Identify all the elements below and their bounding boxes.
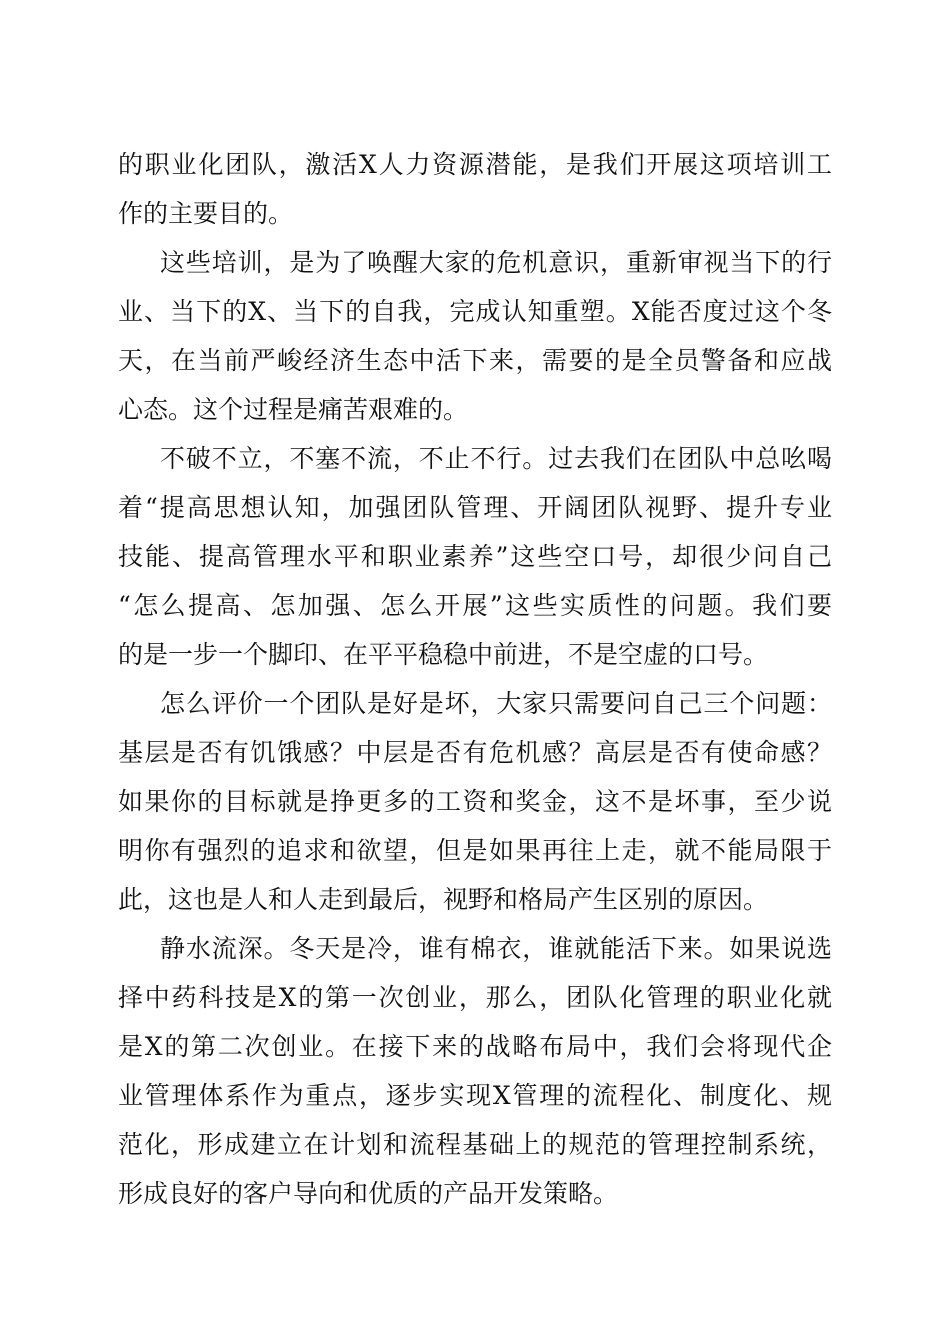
paragraph-line: 此，这也是人和人走到最后，视野和格局产生区别的原因。: [118, 885, 769, 914]
paragraph-line: 业管理体系作为重点，逐步实现X管理的流程化、制度化、规: [118, 1081, 832, 1110]
paragraph-line: 基层是否有饥饿感？中层是否有危机感？高层是否有使命感？: [118, 738, 832, 767]
paragraph-line: 的职业化团队，激活X人力资源潜能，是我们开展这项培训工: [118, 150, 832, 179]
paragraph-line: 是X的第二次创业。在接下来的战略布局中，我们会将现代企: [118, 1032, 832, 1061]
paragraph-line: 不破不立，不塞不流，不止不行。过去我们在团队中总吆喝: [160, 444, 832, 473]
paragraph-line: 业、当下的X、当下的自我，完成认知重塑。X能否度过这个冬: [118, 297, 832, 326]
paragraph-line: 这些培训，是为了唤醒大家的危机意识，重新审视当下的行: [160, 248, 832, 277]
paragraph-line: 心态。这个过程是痛苦艰难的。: [118, 395, 469, 424]
paragraph-line: 形成良好的客户导向和优质的产品开发策略。: [118, 1179, 619, 1208]
paragraph-line: 静水流深。冬天是冷，谁有棉衣，谁就能活下来。如果说选: [160, 934, 832, 963]
paragraph-line: 天，在当前严峻经济生态中活下来，需要的是全员警备和应战: [118, 346, 832, 375]
paragraph-line: 如果你的目标就是挣更多的工资和奖金，这不是坏事，至少说: [118, 787, 832, 816]
paragraph-line: 怎么评价一个团队是好是坏，大家只需要问自己三个问题：: [160, 689, 832, 718]
paragraph-line: 范化，形成建立在计划和流程基础上的规范的管理控制系统，: [118, 1130, 832, 1159]
paragraph-line: 择中药科技是X的第一次创业，那么，团队化管理的职业化就: [118, 983, 832, 1012]
paragraph-line: 着“提高思想认知，加强团队管理、开阔团队视野、提升专业: [118, 493, 832, 522]
paragraph-line: 技能、提高管理水平和职业素养”这些空口号，却很少问自己: [118, 542, 832, 571]
paragraph-line: 作的主要目的。: [118, 199, 294, 228]
paragraph-line: “怎么提高、怎加强、怎么开展”这些实质性的问题。我们要: [118, 591, 832, 620]
paragraph-line: 的是一步一个脚印、在平平稳稳中前进，不是空虚的口号。: [118, 640, 769, 669]
paragraph-line: 明你有强烈的追求和欲望，但是如果再往上走，就不能局限于: [118, 836, 832, 865]
